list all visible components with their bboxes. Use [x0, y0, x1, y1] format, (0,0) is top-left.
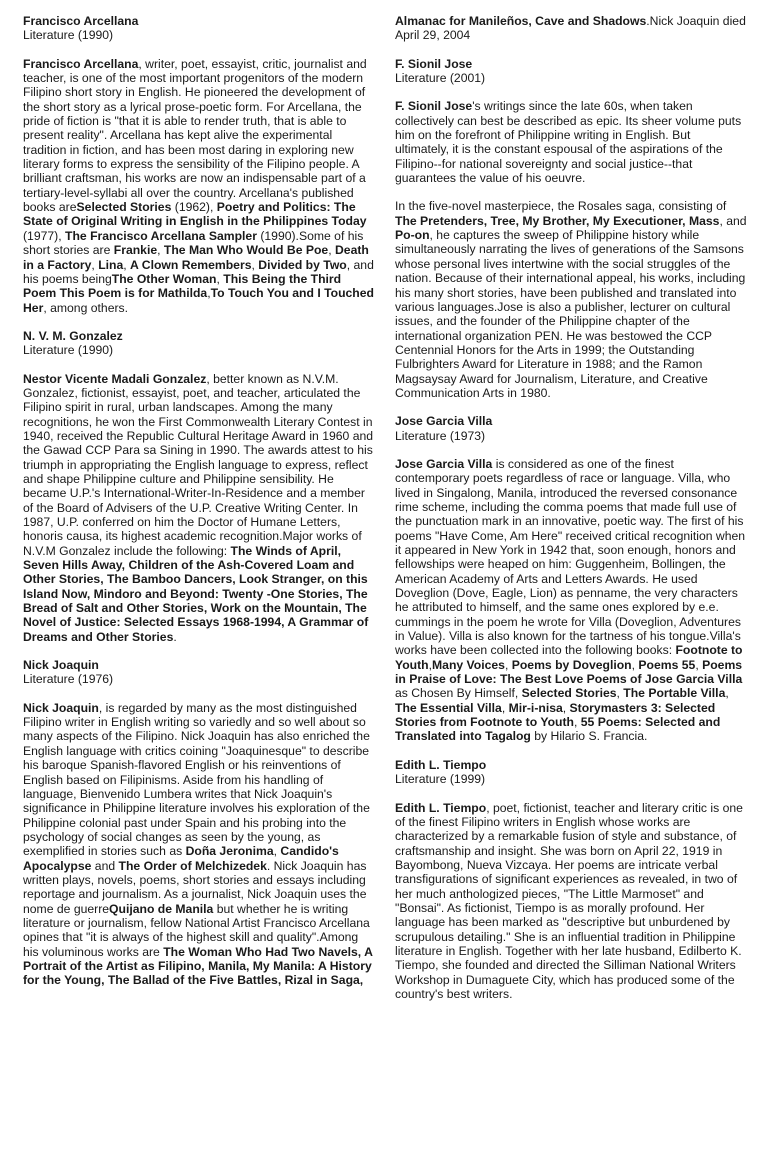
body-text: ,	[251, 257, 259, 272]
bold-text: The Francisco Arcellana Sampler	[65, 228, 257, 243]
body-text: ,	[273, 844, 281, 859]
bold-text: F. Sionil Jose	[395, 99, 473, 114]
body-text: but whether he is writing literature or journalism, fellow National Artist Francisco Arcellana opines that "it is always of the highest skill and quality".Among his voluminous works are	[23, 901, 370, 959]
body-text: ,	[207, 286, 211, 301]
biography-entry	[395, 414, 747, 744]
body-text: ,	[428, 657, 433, 672]
bold-text: Selected Stories	[76, 200, 172, 215]
body-text: ,	[157, 243, 164, 258]
body-text: . Nick Joaquin has written plays, novels, poems, short stories and essays including reportage and journalism. As a journalist, Nick Joaquin uses the nome de guerre	[23, 858, 367, 916]
bold-text: Candido's Apocalypse	[23, 844, 339, 873]
body-text: is considered as one of the finest contemporary poets regardless of race or language. Villa, who lived in Singalong, Manila, introduced the reversed consonance rime scheme, including the comma poems that made full use of the punctuation mark in an innovative, poetic way. The first of his poems "Have Come, Am Here" received critical recognition when it appeared in New York in 1942 that, soon enough, honors and fellowships were heaped on him: Guggenheim, Bollingen, the American Academy of Arts and Letters Awards. He used Doveglion (Dove, Eagle, Lion) as penname, the very characters he attributed to himself, and the same ones explored by e.e. cummings in the poem he wrote for Villa (Doveglion, Adventures in Value). Villa is also known for the tartness of his tongue.Villa's works have been collected into the following books:	[395, 456, 746, 658]
bold-text: Jose Garcia Villa	[395, 456, 493, 471]
paragraph	[23, 701, 375, 988]
bold-text: A Clown Remembers	[130, 257, 252, 272]
entry-award: Literature (1973)	[395, 428, 486, 443]
body-text: ,	[91, 257, 99, 272]
bold-text: The Winds of April, Seven Hills Away, Children of the Ash-Covered Loam and Other Stories, The Bamboo Dancers, Look Stranger, on this Island Now, Mindoro and Beyond: Twenty -One Stories, The Bread of Salt and Other Stories, Work on the Mountain, The Novel of Justice: Selected Essays 1968-1994, A Grammar of Dreams and Other Stories	[23, 543, 369, 644]
bold-text: Mir-i-nisa	[508, 700, 563, 715]
entry-award: Literature (1990)	[23, 343, 114, 358]
body-text: ,	[562, 700, 570, 715]
body-text: ,	[216, 271, 224, 286]
body-text: ,	[631, 657, 639, 672]
entry-name: Nick Joaquin	[23, 658, 99, 673]
bold-text: Po-on	[395, 228, 430, 243]
body-text: ,	[616, 686, 624, 701]
bold-text: The Essential Villa	[395, 700, 502, 715]
bold-text: Nestor Vicente Madali Gonzalez	[23, 371, 207, 386]
biography-entry	[23, 329, 375, 644]
bold-text: Almanac for Manileños, Cave and Shadows	[395, 14, 647, 28]
bold-text: Doña Jeronima	[185, 844, 274, 859]
entry-name: F. Sionil Jose	[395, 56, 473, 71]
body-text: , and his poems being	[23, 257, 374, 286]
bold-text: The Man Who Would Be Poe	[163, 243, 329, 258]
bold-text: Selected Stories	[521, 686, 617, 701]
entry-name: Francisco Arcellana	[23, 14, 139, 28]
body-text: , is regarded by many as the most distinguished Filipino writer in English writing so variedly and so well about so many aspects of the Filipino. Nick Joaquin has also enriched the English language with critics coining "Joaquinesque" to describe his baroque Spanish-flavored English or his reinventions of English based on Filipinisms. Aside from his handling of language, Bienvenido Lumbera writes that Nick Joaquin's significance in Philippine literature involves his exploration of the Philippine colonial past under Spain and his probing into the psychology of social changes as seen by the young, as exemplified in stories such as	[23, 700, 370, 859]
bold-text: The Portable Villa	[623, 686, 726, 701]
body-text: , and	[719, 213, 747, 228]
body-text: (1962),	[171, 200, 217, 215]
body-text: 's writings since the late 60s, when taken collectively can best be described as epic. Its sheer volume puts him on the forefront of Philippine writing in English. But ultimately, it is the constant espousal of the aspirations of the Filipino--for national sovereignty and social justice--that guarantees the value of his oeuvre.	[395, 99, 742, 186]
body-text: by Hilario S. Francia.	[530, 729, 648, 744]
bold-text: Nick Joaquin	[23, 700, 99, 715]
paragraph	[23, 372, 375, 645]
bold-text: Poems by Doveglion	[511, 657, 632, 672]
bold-text: Poetry and Politics: The State of Original Writing in English in the Philippines Today	[23, 200, 367, 229]
bold-text: Footnote to Youth	[395, 643, 743, 672]
entry-award: Literature (1999)	[395, 772, 486, 787]
entry-name: Edith L. Tiempo	[395, 757, 487, 772]
body-text: as Chosen By Himself,	[395, 686, 522, 701]
biography-entry	[23, 658, 375, 988]
bold-text: The Order of Melchizedek	[118, 858, 267, 873]
paragraph	[395, 99, 747, 185]
body-text: ,	[501, 700, 509, 715]
bold-text: Death in a Factory	[23, 243, 369, 272]
left-column	[23, 14, 375, 988]
bold-text: Poems in Praise of Love: The Best Love Poems of Jose Garcia Villa	[395, 657, 743, 687]
bold-text: Storymasters 3: Selected Stories from Footnote to Youth	[395, 700, 716, 730]
entry-name: N. V. M. Gonzalez	[23, 328, 123, 343]
body-text: , among others.	[43, 300, 129, 315]
body-text: ,	[123, 257, 131, 272]
bold-text: Many Voices	[432, 657, 505, 672]
bold-text: This Being the Third Poem This Poem is for Mathilda	[23, 271, 342, 301]
body-text: ,	[725, 686, 729, 701]
paragraph	[395, 801, 747, 1002]
paragraph	[395, 199, 747, 400]
bold-text: The Other Woman	[111, 271, 217, 286]
body-text: ,	[573, 715, 581, 730]
bold-text: Poems 55	[638, 657, 696, 672]
entry-award: Literature (1990)	[23, 28, 114, 43]
body-text: (1990).Some of his short stories are	[23, 228, 364, 258]
body-text: .	[173, 629, 177, 644]
entry-award: Literature (2001)	[395, 71, 486, 86]
bold-text: To Touch You and I Touched Her	[23, 286, 374, 315]
biography-entry	[395, 758, 747, 1002]
body-text: , he captures the sweep of Philippine history while simultaneously narrating the lives of generations of the Samsons whose personal lives intertwine with the social struggles of the nation. Because of their international appeal, his works, including his many short stories, have been published and translated into various languages.Jose is also a publisher, lecturer on cultural issues, and the founder of the Philippine chapter of the international organization PEN. He was bestowed the CCP Centennial Honors for the Arts in 1999; the Outstanding Fulbrighters Award for Literature in 1988; and the Ramon Magsaysay Award for Journalism, Literature, and Creative Communication Arts in 1980.	[395, 228, 746, 400]
bold-text: 55 Poems: Selected and Translated into Tagalog	[395, 715, 721, 744]
entry-name: Jose Garcia Villa	[395, 414, 493, 429]
body-text: In the five-novel masterpiece, the Rosales saga, consisting of	[395, 199, 727, 214]
biography-entry	[395, 57, 747, 401]
bold-text: Divided by Two	[258, 257, 347, 272]
body-text: and	[91, 858, 119, 873]
biography-entry	[23, 14, 375, 315]
body-text: , poet, fictionist, teacher and literary critic is one of the finest Filipino writers in English whose works are characterized by a remarkable fusion of style and substance, of craftsmanship and insight. She was born on April 22, 1919 in Bayombong, Nueva Vizcaya. Her poems are intricate verbal transfigurations of significant experiences as revealed, in two of her much anthologized pieces, "The Little Marmoset" and "Bonsai". As fictionist, Tiempo is as morally profound. Her language has been marked as "descriptive but unburdened by scrupulous detailing." She is an influential tradition in Philippine literature in English. Together with her late husband, Edilberto K. Tiempo, she founded and directed the Silliman National Writers Workshop in Dumaguete City, which has produced some of the country's best writers.	[395, 800, 743, 1001]
bold-text: Frankie	[113, 243, 158, 258]
bold-text: Quijano de Manila	[109, 901, 214, 916]
body-text: (1977),	[23, 228, 66, 243]
continuation-paragraph	[395, 14, 747, 43]
bold-text: Edith L. Tiempo	[395, 800, 487, 815]
bold-text: The Woman Who Had Two Navels, A Portrait of the Artist as Filipino, Manila, My Manila: A History for the Young, The Ballad of the Five Battles, Rizal in Saga,	[23, 944, 373, 988]
bold-text: Francisco Arcellana	[23, 56, 139, 71]
body-text: , writer, poet, essayist, critic, journalist and teacher, is one of the most important progenitors of the modern Filipino short story in English. He pioneered the development of the short story as a lyrical prose-poetic form. For Arcellana, the pride of fiction is "that it is able to render truth, that is able to present reality". Arcellana has kept alive the experimental tradition in fiction, and has been most daring in exploring new literary forms to express the sensibility of the Filipino people. A brilliant craftsman, his works are now an indispensable part of a tertiary-level-syllabi all over the country. Arcellana's published books are	[23, 56, 367, 215]
paragraph	[23, 57, 375, 315]
body-text: , better known as N.V.M. Gonzalez, fictionist, essayist, poet, and teacher, articulated the Filipino spirit in rural, urban landscapes. Among the many recognitions, he won the First Commonwealth Literary Contest in 1940, received the Republic Cultural Heritage Award in 1960 and the Gawad CCP Para sa Sining in 1990. The awards attest to his triumph in appropriating the English language to express, reflect and shape Philippine culture and Philippine sensibility. He became U.P.'s International-Writer-In-Residence and a member of the Board of Advisers of the U.P. Creative Writing Center. In 1987, U.P. conferred on him the Doctor of Humane Letters, honoris causa, its highest academic recognition.Major works of N.V.M Gonzalez include the following:	[23, 371, 374, 558]
body-text: .Nick Joaquin died April 29, 2004	[395, 14, 746, 43]
entry-award: Literature (1976)	[23, 672, 114, 687]
bold-text: The Pretenders, Tree, My Brother, My Executioner, Mass	[395, 213, 720, 228]
body-text: ,	[504, 657, 512, 672]
body-text: ,	[328, 243, 335, 258]
paragraph	[395, 457, 747, 744]
body-text: ,	[695, 657, 703, 672]
right-column	[395, 14, 747, 1001]
bold-text: Lina	[98, 257, 124, 272]
